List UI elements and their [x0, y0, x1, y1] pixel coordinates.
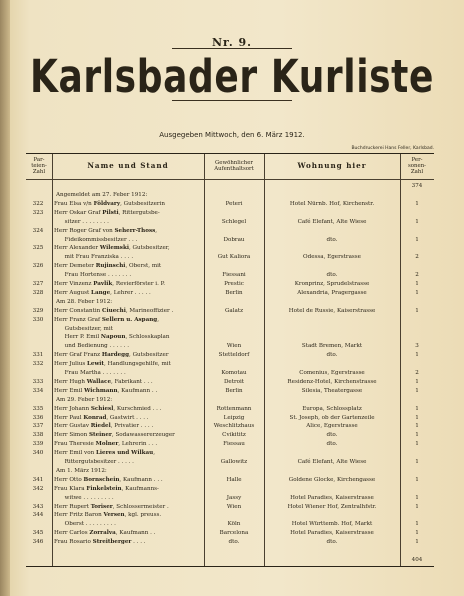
- party-number: 326: [32, 263, 44, 270]
- person-count: 1: [415, 200, 419, 207]
- surname: Földvary: [93, 200, 121, 207]
- party-number: 333: [32, 378, 44, 385]
- local-residence: Residenz-Hotel, Kirchenstrasse: [287, 378, 377, 385]
- person-count: 1: [415, 476, 419, 483]
- guest-name: Herr Vinzenz Pavlik, Revierförster i. P.: [54, 281, 166, 287]
- local-residence: Odessa, Egerstrasse: [303, 254, 361, 261]
- guest-name: Gutsbesitzer, mit: [54, 325, 113, 332]
- total-row: [26, 556, 434, 564]
- final-total: 404: [411, 557, 423, 563]
- date-heading: [26, 396, 434, 404]
- guest-row: [26, 236, 434, 244]
- guest-row: [26, 271, 434, 279]
- party-number: 324: [32, 227, 44, 234]
- surname: Pavlik: [93, 281, 113, 287]
- guest-name: Oberst . . . . . . . . .: [54, 521, 116, 528]
- person-count: 1: [415, 352, 419, 359]
- guest-name: Frau Rosario Streitberger . . . .: [54, 539, 146, 546]
- date-heading-text: Am 29. Feber 1912:: [56, 396, 113, 403]
- header-rule: [26, 179, 434, 180]
- printer-note: Buchdruckerei Hans Feller, Karlsbad.: [351, 146, 434, 151]
- guest-row: [26, 529, 434, 537]
- date-heading: [26, 298, 434, 306]
- party-number: 340: [32, 450, 44, 457]
- party-number: 334: [32, 387, 44, 394]
- person-count: 1: [415, 432, 419, 439]
- guest-name: Frau Hortense . . . . . . .: [54, 272, 132, 279]
- guest-row: [26, 244, 434, 252]
- home-town: Wien: [226, 343, 242, 350]
- local-residence: Stadt Bremen, Markt: [301, 343, 363, 350]
- guest-row: [26, 325, 434, 333]
- guest-row: [26, 440, 434, 448]
- party-number: 335: [32, 405, 44, 412]
- party-number: 329: [32, 307, 44, 314]
- person-count: 1: [415, 378, 419, 385]
- home-town: Fiessani: [222, 272, 246, 279]
- home-town: Prestic: [224, 281, 244, 287]
- person-count: 1: [415, 423, 419, 430]
- party-number: 343: [32, 503, 44, 510]
- local-residence: Silesia, Theatergasse: [301, 387, 363, 394]
- surname: Streitberger: [92, 539, 132, 546]
- guest-row: [26, 209, 434, 217]
- surname: Toriser: [90, 503, 113, 510]
- issue-number: Nr. 9.: [212, 36, 252, 49]
- guest-name: sitzer . . . . . . . .: [54, 218, 109, 225]
- home-town: Barcelona: [219, 530, 249, 537]
- guest-row: [26, 405, 434, 413]
- surname: Ciuechi: [102, 307, 126, 314]
- guest-name: Herr Otto Bornschein, Kaufmann . . .: [54, 476, 163, 483]
- date-heading-text: Am 1. März 1912:: [56, 467, 107, 474]
- guest-name: Herr Paul Konrad, Gastwirt . . . .: [54, 414, 149, 421]
- local-residence: Café Elefant, Alte Wiese: [297, 459, 367, 465]
- person-count: 1: [415, 503, 419, 510]
- local-residence: Goldene Glocke, Kirchengasse: [288, 476, 376, 483]
- party-number: 328: [32, 289, 44, 296]
- person-count: 1: [415, 405, 419, 412]
- guest-name: Herr Emil Wichmann, Kaufmann . .: [54, 387, 158, 394]
- party-number: 342: [32, 485, 44, 492]
- local-residence: Hotel Paradies, Kaiserstrasse: [290, 530, 374, 537]
- local-residence: Alexandria, Pragergasse: [297, 289, 367, 296]
- party-number: 346: [32, 539, 44, 546]
- guest-row: [26, 369, 434, 377]
- local-residence: Hotel Wiener Hof, Zentralhfstr.: [287, 503, 377, 510]
- guest-row: [26, 280, 434, 288]
- surname: Molner: [95, 441, 119, 448]
- surname: Wallace: [86, 378, 112, 385]
- person-count: 1: [415, 530, 419, 537]
- local-residence: Kronprinz, Sprudelstrasse: [294, 281, 370, 287]
- home-town: Peteri: [225, 200, 243, 207]
- guest-name: Herr Simon Steiner, Sodawassererzeuger: [54, 432, 175, 439]
- guest-name: Fideikommissbesitzer . . .: [54, 236, 138, 243]
- header-personen: Per- sonen- Zahl: [408, 156, 426, 176]
- guest-row: [26, 449, 434, 457]
- guest-row: [26, 414, 434, 422]
- person-count: 1: [415, 494, 419, 501]
- guest-name: Herr Gustav Riedel, Privatier . . . .: [54, 423, 154, 430]
- guest-name: Herr P. Emil Napoun, Schlosskaplan: [54, 334, 170, 341]
- guest-name: Herr August Lange, Lehrer . . . . .: [54, 289, 151, 296]
- header-name: Name und Stand: [87, 160, 169, 170]
- party-number: 327: [32, 281, 44, 287]
- guest-name: Herr Franz Graf Sellern u. Aspang,: [54, 316, 159, 323]
- home-town: Wien: [226, 503, 242, 510]
- party-number: 344: [32, 512, 44, 519]
- guest-name: mit Frau Franziska . . . .: [54, 254, 134, 261]
- guest-name: witwe . . . . . . . . .: [54, 494, 114, 501]
- header-wohnung: Wohnung hier: [297, 160, 367, 170]
- guest-name: Herr Alexander Wilemski, Gutsbesitzer,: [54, 245, 170, 252]
- date-heading: [26, 191, 434, 199]
- surname: Lewit: [87, 361, 105, 368]
- person-count: 1: [415, 521, 419, 528]
- guest-row: [26, 387, 434, 395]
- surname: Zorralva: [89, 530, 116, 537]
- surname: Bornschein: [83, 476, 120, 483]
- home-town: Halle: [226, 476, 242, 483]
- guest-row: [26, 422, 434, 430]
- guest-row: [26, 333, 434, 341]
- guest-name: Herr Demeter Rujinschi, Oberst, mit: [54, 263, 162, 270]
- person-count: 1: [415, 281, 419, 287]
- local-residence: dto.: [326, 539, 338, 546]
- local-residence: dto.: [326, 432, 338, 439]
- guest-name: Herr Constantin Ciuechi, Marineoffizier .: [54, 307, 174, 314]
- guest-row: [26, 218, 434, 226]
- local-residence: dto.: [326, 441, 338, 448]
- guest-name: Herr Carlos Zorralva, Kaufmann . .: [54, 530, 156, 537]
- guest-row: [26, 494, 434, 502]
- surname: Lieres und Wilkau: [95, 450, 154, 457]
- local-residence: St. Joseph, ob der Gartenzeile: [289, 414, 375, 421]
- guest-row: [26, 360, 434, 368]
- surname: Seherr-Thoss: [114, 227, 156, 234]
- title-rule: [172, 100, 292, 101]
- home-town: Jassy: [226, 494, 242, 501]
- local-residence: Hotel Nürnb. Hof, Kirchenstr.: [289, 200, 375, 207]
- surname: Hardegg: [101, 352, 130, 359]
- surname: Wilemski: [99, 245, 129, 252]
- home-town: Schlegel: [221, 218, 247, 225]
- guest-row: [26, 351, 434, 359]
- top-rule: [172, 48, 292, 49]
- guest-row: [26, 511, 434, 519]
- party-number: 341: [32, 476, 44, 483]
- date-heading-text: Am 28. Feber 1912:: [56, 298, 113, 305]
- guest-row: [26, 538, 434, 546]
- guest-row: [26, 520, 434, 528]
- guest-name: Herr Oskar Graf Pilsti, Rittergutsbe-: [54, 209, 160, 216]
- header-aufenthalt: Gewöhnlicher Aufenthaltsort: [214, 159, 254, 172]
- surname: Schiesl: [90, 405, 114, 412]
- person-count: 1: [415, 307, 419, 314]
- guest-name: Herr Graf Franz Hardegg, Gutsbesitzer: [54, 352, 169, 359]
- guest-row: [26, 476, 434, 484]
- person-count: 1: [415, 236, 419, 243]
- person-count: 1: [415, 218, 419, 225]
- party-number: 338: [32, 432, 44, 439]
- guest-list-table: [26, 153, 434, 567]
- surname: Konrad: [83, 414, 107, 421]
- person-count: 1: [415, 459, 419, 465]
- guest-row: [26, 253, 434, 261]
- person-count: 2: [415, 370, 419, 376]
- home-town: Fiessau: [223, 441, 245, 448]
- party-number: 330: [32, 316, 44, 323]
- person-count: 1: [415, 441, 419, 448]
- guest-row: [26, 503, 434, 511]
- guest-row: [26, 431, 434, 439]
- home-town: Cvikititz: [222, 432, 246, 439]
- surname: Finkelstein: [86, 485, 122, 492]
- home-town: Leipzig: [223, 414, 245, 421]
- guest-row: [26, 307, 434, 315]
- date-heading: [26, 467, 434, 475]
- home-town: dto.: [228, 539, 240, 546]
- home-town: Komotau: [221, 370, 247, 376]
- guest-name: Herr Roger Graf von Seherr-Thoss,: [54, 227, 158, 234]
- party-number: 325: [32, 245, 44, 252]
- person-count: 2: [415, 254, 419, 261]
- surname: Wichmann: [84, 387, 118, 394]
- guest-name: und Bedienung . . . . . .: [54, 343, 130, 350]
- person-count: 1: [415, 387, 419, 394]
- home-town: Rottenmann: [216, 405, 252, 412]
- guest-name: Herr Hugh Wallace, Fabrikant . . .: [54, 378, 153, 385]
- person-count: 1: [415, 289, 419, 296]
- guest-name: Herr Emil von Lieres und Wilkau,: [54, 450, 155, 457]
- issue-date: Ausgegeben Mittwoch, den 6. März 1912.: [159, 131, 305, 139]
- home-town: Gallowitz: [220, 459, 248, 465]
- guest-row: [26, 378, 434, 386]
- home-town: Köln: [227, 521, 241, 528]
- person-count: 3: [415, 343, 419, 350]
- guest-row: [26, 289, 434, 297]
- local-residence: dto.: [326, 352, 338, 359]
- guest-name: Herr Fritz Baron Versen, kgl. preuss.: [54, 512, 162, 519]
- local-residence: Alice, Egerstrasse: [306, 423, 358, 430]
- party-number: 322: [32, 200, 44, 207]
- local-residence: Comenius, Egerstrasse: [299, 370, 365, 376]
- guest-name: Frau Theresie Molner, Lehrerin . . .: [54, 441, 158, 448]
- local-residence: Europa, Schlossplatz: [302, 405, 362, 412]
- local-residence: Hotel Württemb. Hof, Markt: [291, 521, 373, 528]
- home-town: Berlin: [225, 387, 243, 394]
- guest-row: [26, 227, 434, 235]
- surname: Lange: [91, 289, 111, 296]
- home-town: Gut Kaliora: [217, 254, 251, 261]
- party-number: 336: [32, 414, 44, 421]
- party-number: 339: [32, 441, 44, 448]
- guest-row: [26, 200, 434, 208]
- local-residence: Café Elefant, Alte Wiese: [297, 218, 367, 225]
- surname: Pilsti: [102, 209, 119, 216]
- home-town: Stetteldorf: [218, 352, 250, 359]
- surname: Versen: [103, 512, 125, 519]
- party-number: 323: [32, 209, 44, 216]
- guest-name: Frau Elsa v/n Földvary, Gutsbesitzerin: [54, 200, 165, 207]
- guest-row: [26, 262, 434, 270]
- carry-total: 374: [411, 183, 423, 189]
- date-heading-text: Angemeldet am 27. Feber 1912:: [56, 192, 148, 198]
- local-residence: dto.: [326, 236, 338, 243]
- surname: Rujinschi: [95, 263, 126, 270]
- page-title: Karlsbader Kurliste: [29, 52, 435, 104]
- party-number: 337: [32, 423, 44, 430]
- home-town: Galatz: [224, 307, 244, 314]
- person-count: 2: [415, 272, 419, 279]
- surname: Sellern u. Aspang: [101, 316, 158, 323]
- home-town: Berlin: [225, 289, 243, 296]
- guest-name: Herr Johann Schiesl, Kurschmied . . .: [54, 405, 162, 412]
- guest-name: Frau Klara Finkelstein, Kaufmanns-: [54, 485, 159, 492]
- guest-name: Frau Martha . . . . . . .: [54, 370, 126, 376]
- party-number: 331: [32, 352, 44, 359]
- guest-row: [26, 458, 434, 466]
- guest-row: [26, 316, 434, 324]
- carry-over-row: [26, 182, 434, 190]
- local-residence: Hotel Paradies, Kaiserstrasse: [290, 494, 374, 501]
- local-residence: dto.: [326, 272, 338, 279]
- surname: Napoun: [100, 334, 126, 341]
- guest-name: Herr Rupert Toriser, Schlossermeister .: [54, 503, 169, 510]
- person-count: 1: [415, 414, 419, 421]
- surname: Steiner: [89, 432, 112, 439]
- person-count: 1: [415, 539, 419, 546]
- home-town: Detroit: [223, 378, 245, 385]
- home-town: Weschlitzhaus: [213, 423, 255, 430]
- party-number: 332: [32, 361, 44, 368]
- party-number: 345: [32, 530, 44, 537]
- guest-row: [26, 342, 434, 350]
- guest-row: [26, 485, 434, 493]
- guest-name: Herr Julius Lewit, Handlungsgehilfe, mit: [54, 361, 171, 368]
- guest-name: Rittergutsbesitzer . . . . .: [54, 459, 134, 465]
- local-residence: Hotel de Russie, Kaiserstrasse: [288, 307, 376, 314]
- surname: Riedel: [90, 423, 111, 430]
- header-partei: Par- teien- Zahl: [31, 156, 47, 176]
- home-town: Dobrau: [223, 236, 245, 243]
